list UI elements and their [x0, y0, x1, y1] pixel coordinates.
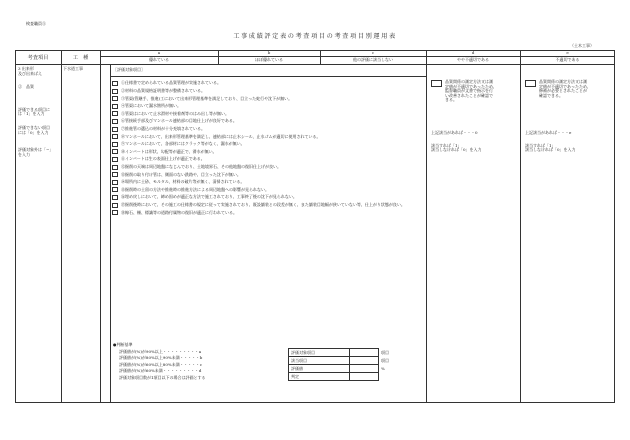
header-work-type: 工 種 — [72, 55, 89, 61]
grade-e-note-line: 上記該当があれば・・・e — [525, 130, 572, 135]
table-row — [289, 365, 406, 373]
criteria-line: 評価値が(%)が90%以上・・・・・・・・・a — [119, 348, 202, 354]
grade-d-note — [431, 131, 482, 153]
judge-label: 評価値 — [289, 365, 350, 373]
judge-unit: % — [381, 366, 385, 371]
eval-item-text: ⑧マンホールにおいて、出来形管理基準を満足し、連結部には止水シール、止水ゴムが適切に使用されている。 — [121, 133, 321, 139]
eval-item-checkbox[interactable] — [112, 111, 118, 116]
grade-a-desc: 優れている — [149, 57, 169, 62]
grade-e-checkbox[interactable] — [525, 80, 536, 87]
header-bottom-line — [15, 64, 615, 65]
grade-e-note-line: 該当しなければ「0」を入力 — [525, 147, 576, 153]
work-type: 下水道工事 — [63, 66, 83, 71]
eval-item-text: ⑭場所内に土砂、モルタル、材料の破片等が無く、清掃されている。 — [121, 179, 245, 185]
grade-d-line: 品質関係の測定方法又は測 — [445, 79, 493, 84]
left-note-line — [18, 135, 53, 144]
eval-item-checkbox[interactable] — [112, 142, 118, 147]
eval-item-text: ⑤管渠はにおいて止水滑材や接着剤等のはみ出し等が無い。 — [121, 110, 229, 116]
eval-item-text: ⑫掘削の天端は周辺地盤になじんでおり、土地境界石、その他地盤の復旧仕上げが良い。 — [121, 163, 281, 169]
judge-value-cell[interactable] — [350, 365, 379, 373]
grade-a-letter: a — [157, 50, 161, 55]
eval-item-text: ⑩インバートは形状、勾配等が適正で、滞水が無い。 — [121, 148, 217, 154]
left-note-line: ② 品質 — [18, 84, 34, 90]
eval-item-text: ①仕様書で定められている品質管理が実施されている。 — [121, 80, 221, 86]
left-note-line: 評価対象外は「−」 — [18, 147, 54, 153]
table-row — [289, 373, 406, 381]
eval-item-text: ⑪インバートは生の表面仕上げが適正である。 — [121, 156, 205, 162]
grade-e-desc: 不適切である — [555, 57, 580, 62]
grade-b-desc: ほぼ優れている — [255, 57, 283, 62]
page-title: 工事成績評定表の考査項目の考査項目別運用表 — [233, 33, 397, 40]
left-note-line: を入力 — [18, 151, 30, 157]
eval-item-checkbox[interactable] — [112, 149, 118, 154]
grade-b-letter: b — [267, 50, 271, 55]
eval-item-checkbox[interactable] — [112, 172, 118, 177]
left-note-line: には「0」を入力 — [18, 129, 49, 135]
eval-item-checkbox[interactable] — [112, 96, 118, 101]
eval-item-checkbox[interactable] — [112, 157, 118, 162]
eval-item-text: ⑨マンホールにおいて、各部材にはクラック等がなく、漏水が無い。 — [121, 141, 245, 147]
eval-item-text: ⑱線石、柵、標識等の道路付属物の復旧が適正に行われている。 — [121, 209, 237, 215]
criteria-line: 評価値が(%)が60%未満・・・・・・・・・d — [119, 368, 202, 374]
eval-item-checkbox[interactable] — [112, 104, 118, 109]
table-row — [289, 349, 406, 357]
grade-d-note-line: 該当しなければ「0」を入力 — [431, 147, 482, 153]
judge-value-cell[interactable] — [350, 373, 379, 381]
eval-item-text: ⑥管接続手部及びマンホール連結部の目地仕上げが良好である。 — [121, 118, 237, 124]
grade-d-note-line: 該当すれば「1」 — [431, 142, 462, 148]
eval-item-text: ⑬掘削の取り付け管は、側面のない鉄路や、目立った沈下が無い。 — [121, 171, 241, 177]
eval-item-checkbox[interactable] — [112, 187, 118, 192]
eval-items-header: ［評価対象項目］ — [113, 67, 145, 72]
eval-item-text: ④管渠において漏水箇所が無い。 — [121, 103, 181, 109]
grade-d-line: きる。 — [445, 97, 457, 103]
judge-value-cell[interactable] — [350, 349, 379, 357]
judgement-table — [288, 348, 406, 381]
left-note-line: 及び出来ばえ — [18, 70, 42, 76]
grade-e-note — [525, 131, 576, 153]
grade-d-line: 定値が不適切であったため、 — [445, 83, 497, 89]
eval-item-text: ⑯埋め戻しにおいて、締め固めが適正な方法で施工されており、工事終了後の沈下が見られない。 — [121, 194, 297, 200]
grade-e-line: 修補が必要とされたことが — [539, 88, 587, 94]
eval-item-checkbox[interactable] — [112, 165, 118, 170]
grade-d-letter: d — [471, 50, 475, 55]
left-notes — [18, 67, 53, 157]
judge-label: 判定 — [289, 373, 350, 381]
col-divider-7 — [520, 50, 521, 403]
col-divider-1 — [61, 50, 62, 403]
judge-unit — [379, 373, 406, 381]
grade-c-desc: 他の評価に該当しない — [353, 57, 393, 62]
eval-item-checkbox[interactable] — [112, 203, 118, 208]
category-label: （土木工事） — [570, 43, 594, 48]
col-divider-6 — [426, 50, 427, 403]
criteria-heading: ●判断基準 — [113, 342, 133, 347]
grade-e-line: 確認できる。 — [539, 92, 563, 98]
grade-d-description — [445, 80, 497, 103]
criteria-line: 評価対象項目数が1項目以下の場合は評価とする — [119, 374, 206, 380]
col-divider-3 — [110, 64, 111, 403]
left-note-line: 評価できる項目に — [18, 106, 50, 112]
eval-item-checkbox[interactable] — [112, 180, 118, 185]
grade-e-note-line: 該当すれば「1」 — [525, 142, 556, 148]
eval-item-text: ②材料の品質規格証明書等が整備されている。 — [121, 87, 205, 93]
header-item: 考査項目 — [27, 55, 49, 61]
judge-unit: 項目 — [381, 357, 389, 363]
judge-label: 評価対象項目 — [289, 349, 350, 357]
col-divider-2 — [100, 50, 101, 403]
eval-item-checkbox[interactable] — [112, 127, 118, 132]
grade-d-checkbox[interactable] — [431, 80, 442, 87]
eval-item-text: ⑦推進管の選込の材料が十分充填されている。 — [121, 125, 205, 131]
eval-item-checkbox[interactable] — [112, 89, 118, 94]
eval-item-text: ③管渠(管継手、推進)工において出来形管理基準を満足しており、目立った蛇行や沈下が無い。 — [121, 95, 293, 101]
eval-item-checkbox[interactable] — [112, 195, 118, 200]
eval-header-line — [110, 76, 426, 77]
left-note-line: は「1」を入力 — [18, 111, 45, 117]
grade-e-line: 定値が不適切であったため、 — [539, 83, 591, 89]
eval-item-checkbox[interactable] — [112, 119, 118, 124]
judge-label: 該当項目 — [289, 357, 350, 365]
eval-item-checkbox[interactable] — [112, 210, 118, 215]
grade-d-desc: やや不適切である — [457, 57, 489, 62]
judge-value-cell[interactable] — [350, 357, 379, 365]
eval-item-text: ⑰掘削後時において、その施工の仕様書の規定に従って実施されており、既設舗装との段差が無く、また舗装目地幅が狭いていない等、仕上がり状態が良い。 — [121, 201, 405, 207]
judge-unit: 項目 — [381, 349, 389, 355]
eval-item-checkbox[interactable] — [112, 134, 118, 139]
eval-item-text: ⑮掘削時の土留の方法や推進時の推進方法による周辺地盤への影響が見られない。 — [121, 186, 269, 192]
eval-item-checkbox[interactable] — [112, 81, 118, 86]
grade-e-line: 品質関係の測定方法又は測 — [539, 79, 587, 84]
left-note-line: 評価できない項目 — [18, 124, 50, 130]
grade-e-letter: e — [566, 50, 569, 55]
grade-d-line: い改善されたことが確認で — [445, 92, 493, 98]
table-row — [289, 357, 406, 365]
grade-e-description — [539, 80, 591, 98]
criteria-block — [113, 343, 206, 382]
grade-d-note-line: 上記該当があれば・・・0 — [431, 130, 478, 135]
criteria-line: 評価値が(%)が80%以上90%未満・・・・・b — [119, 355, 203, 361]
criteria-line: 評価値が(%)が60%以上80%未満・・・・・c — [119, 361, 202, 367]
grade-c-letter: c — [371, 50, 375, 55]
grade-d-line: 監督職員が文書で指示を行 — [445, 88, 493, 94]
document-label: 検査職員⑤ — [26, 21, 46, 26]
left-note-line — [18, 90, 53, 99]
left-note-line: 3 出来形 — [18, 66, 34, 71]
